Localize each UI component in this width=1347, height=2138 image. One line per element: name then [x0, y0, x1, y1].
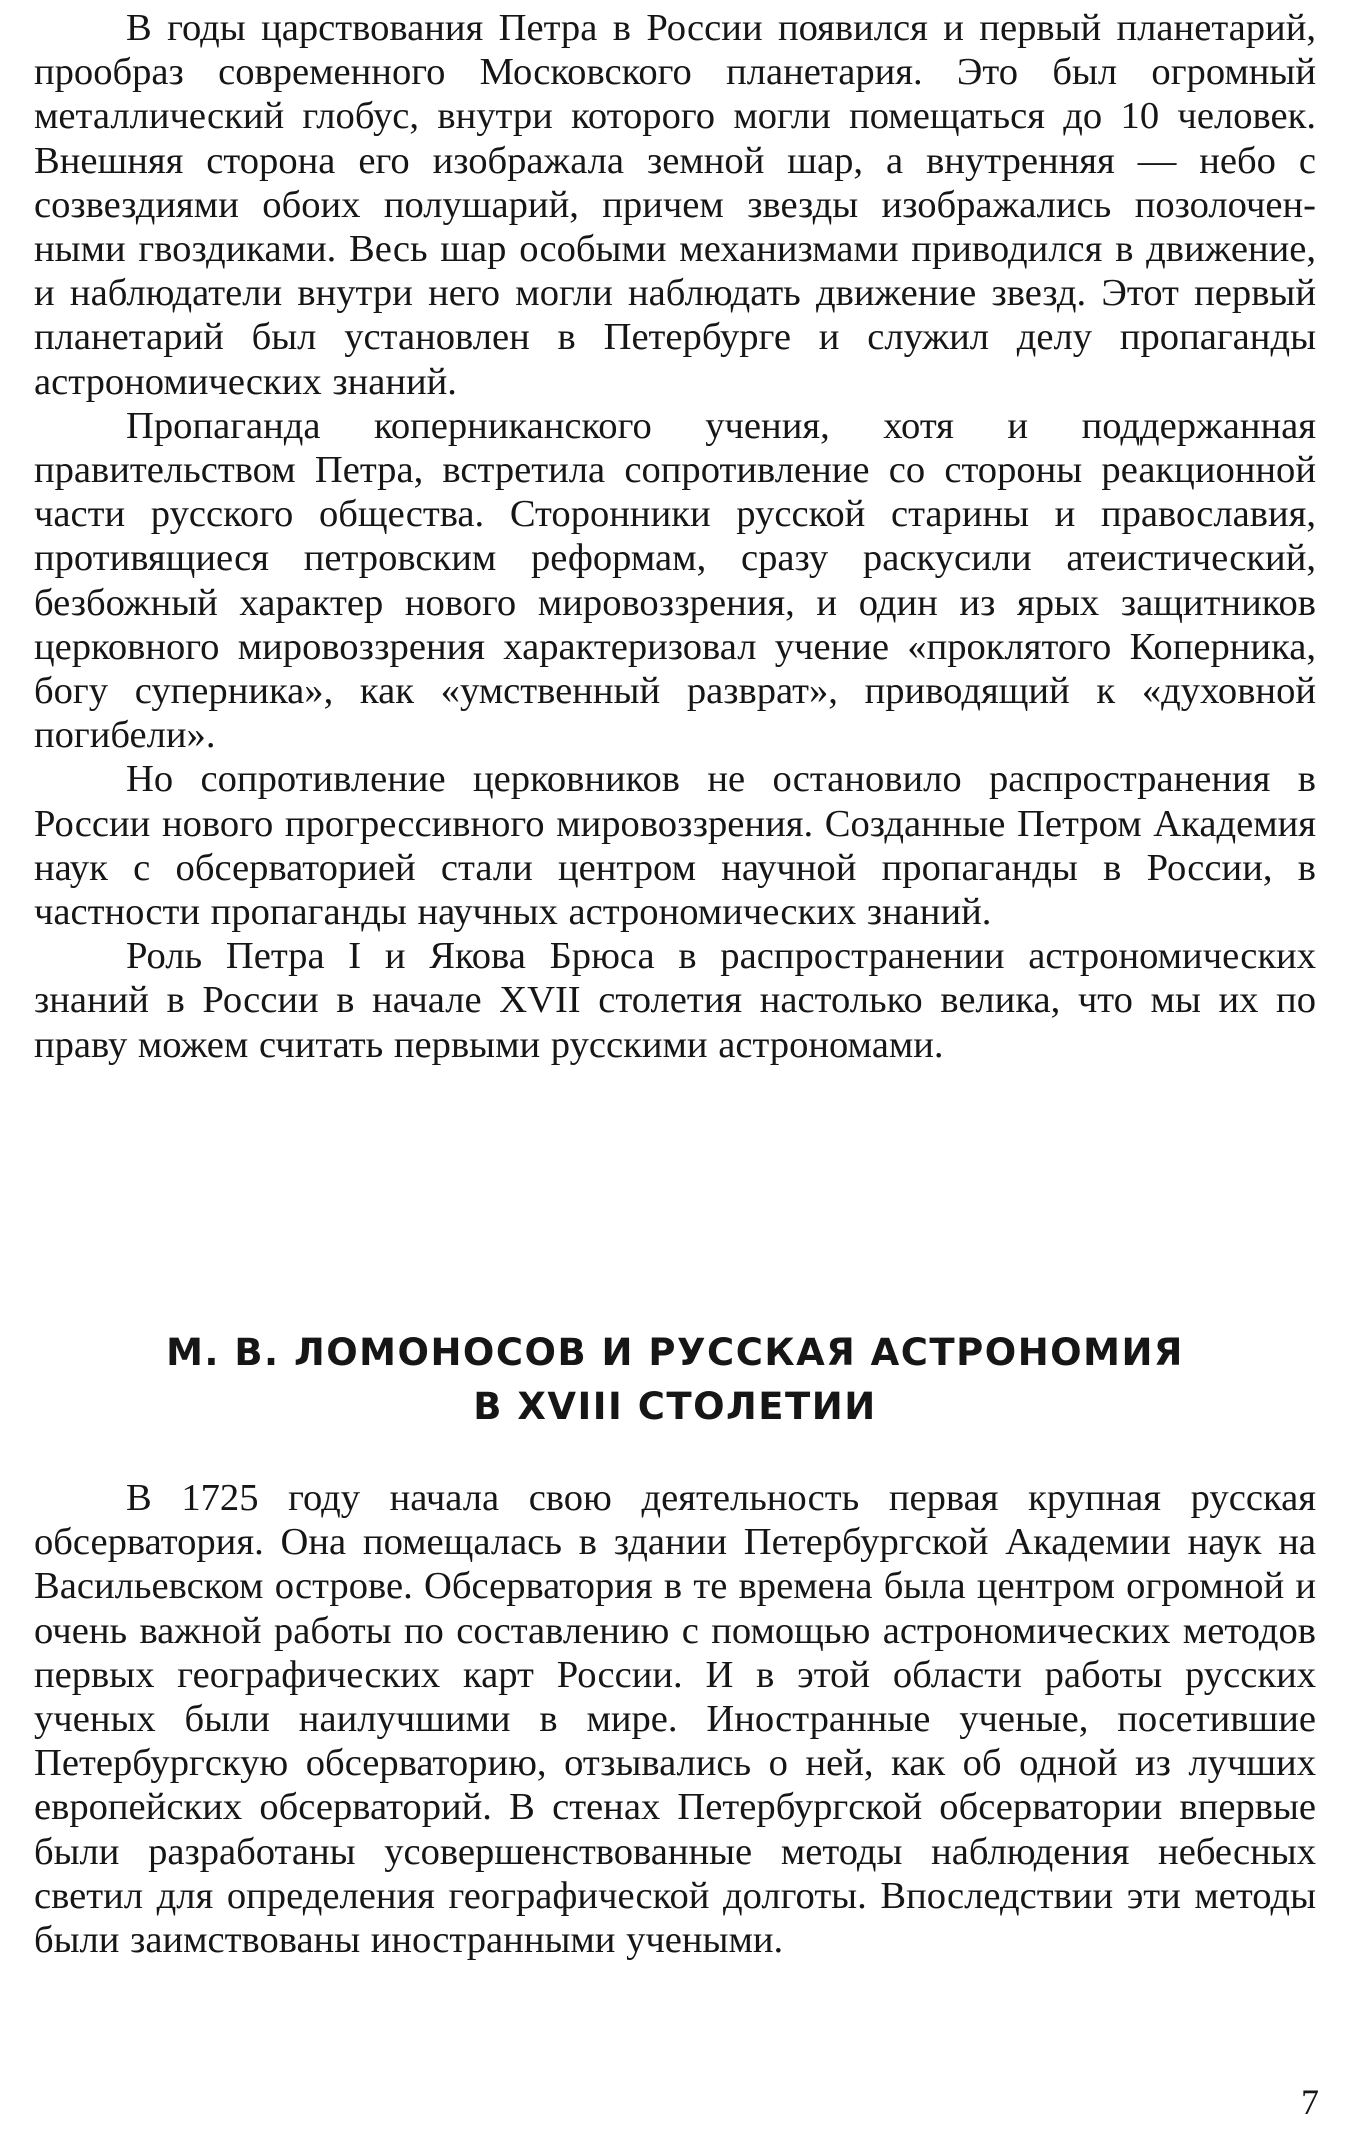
section-heading: [34, 1326, 1316, 1434]
section-peter-era: [34, 6, 1316, 1067]
paragraph-academy-of-sciences: Но сопротивление церковников не остановило распространения в России нового прогрессивного мировоззрения. Созданные Петром Академия наук с обсерваторией стали центром научной пропаганды в России, в частности пропаганды научных астрономических знаний.: [34, 758, 1316, 934]
paragraph-copernican-propaganda: Пропаганда коперниканского учения, хотя и поддержанная правительством Петра, встретила сопротивление со стороны реакционной части русского общества. Сторонники русской старины и православия, противящиеся петровским реформам, сразу раскусили атеистический, безбожный характер нового мировоззрения, и один из ярых защитников церковного мировоззрения характеризовал учение «проклятого Коперника, богу суперника», как «умственный разврат», приводящий к «духовной погибели».: [34, 404, 1316, 757]
document-page: [34, 6, 1316, 1962]
paragraph-planetarium: В годы царствования Петра в России появился и первый планетарий, прообраз современного Московского планетария. Это был огромный металлический глобус, внутри которого могли помещаться до 10 человек. Внешняя сторона его изображала земной шар, а внутренняя — небо с созвездиями обоих полушарий, причем звезды изображались позолоченными гвоздиками. Весь шар особыми механизмами приводился в движение, и наблюдатели внутри него могли наблюдать движение звезд. Этот первый планетарий был установлен в Петербурге и служил делу пропаганды астрономических знаний.: [34, 7, 1316, 403]
section-heading-line-2: В XVIII СТОЛЕТИИ: [473, 1385, 877, 1428]
paragraph-observatory-1725: В 1725 году начала свою деятельность первая крупная русская обсерватория. Она помещалась в здании Петербургской Академии наук на Васильевском острове. Обсерватория в те времена была центром огромной и очень важной работы по составлению с помощью астрономических методов первых географических карт России. И в этой области работы русских ученых были наилучшими в мире. Иностранные ученые, посетившие Петербургскую обсерваторию, отзывались о ней, как об одной из лучших европейских обсерваторий. В стенах Петербургской обсерватории впервые были разработаны усовершенствованные методы наблюдения небесных светил для определения географической долготы. Впоследствии эти методы были заимствованы иностранными учеными.: [34, 1477, 1316, 1962]
section-lomonosov: [34, 1476, 1316, 1962]
paragraph-peter-and-bruce: Роль Петра I и Якова Брюса в распространении астрономических знаний в России в начале XVII столетия настолько велика, что мы их по праву можем считать первыми русскими астрономами.: [34, 935, 1316, 1066]
page-number: 7: [1301, 2082, 1319, 2122]
section-heading-line-1: М. В. ЛОМОНОСОВ И РУССКАЯ АСТРОНОМИЯ: [166, 1331, 1184, 1374]
